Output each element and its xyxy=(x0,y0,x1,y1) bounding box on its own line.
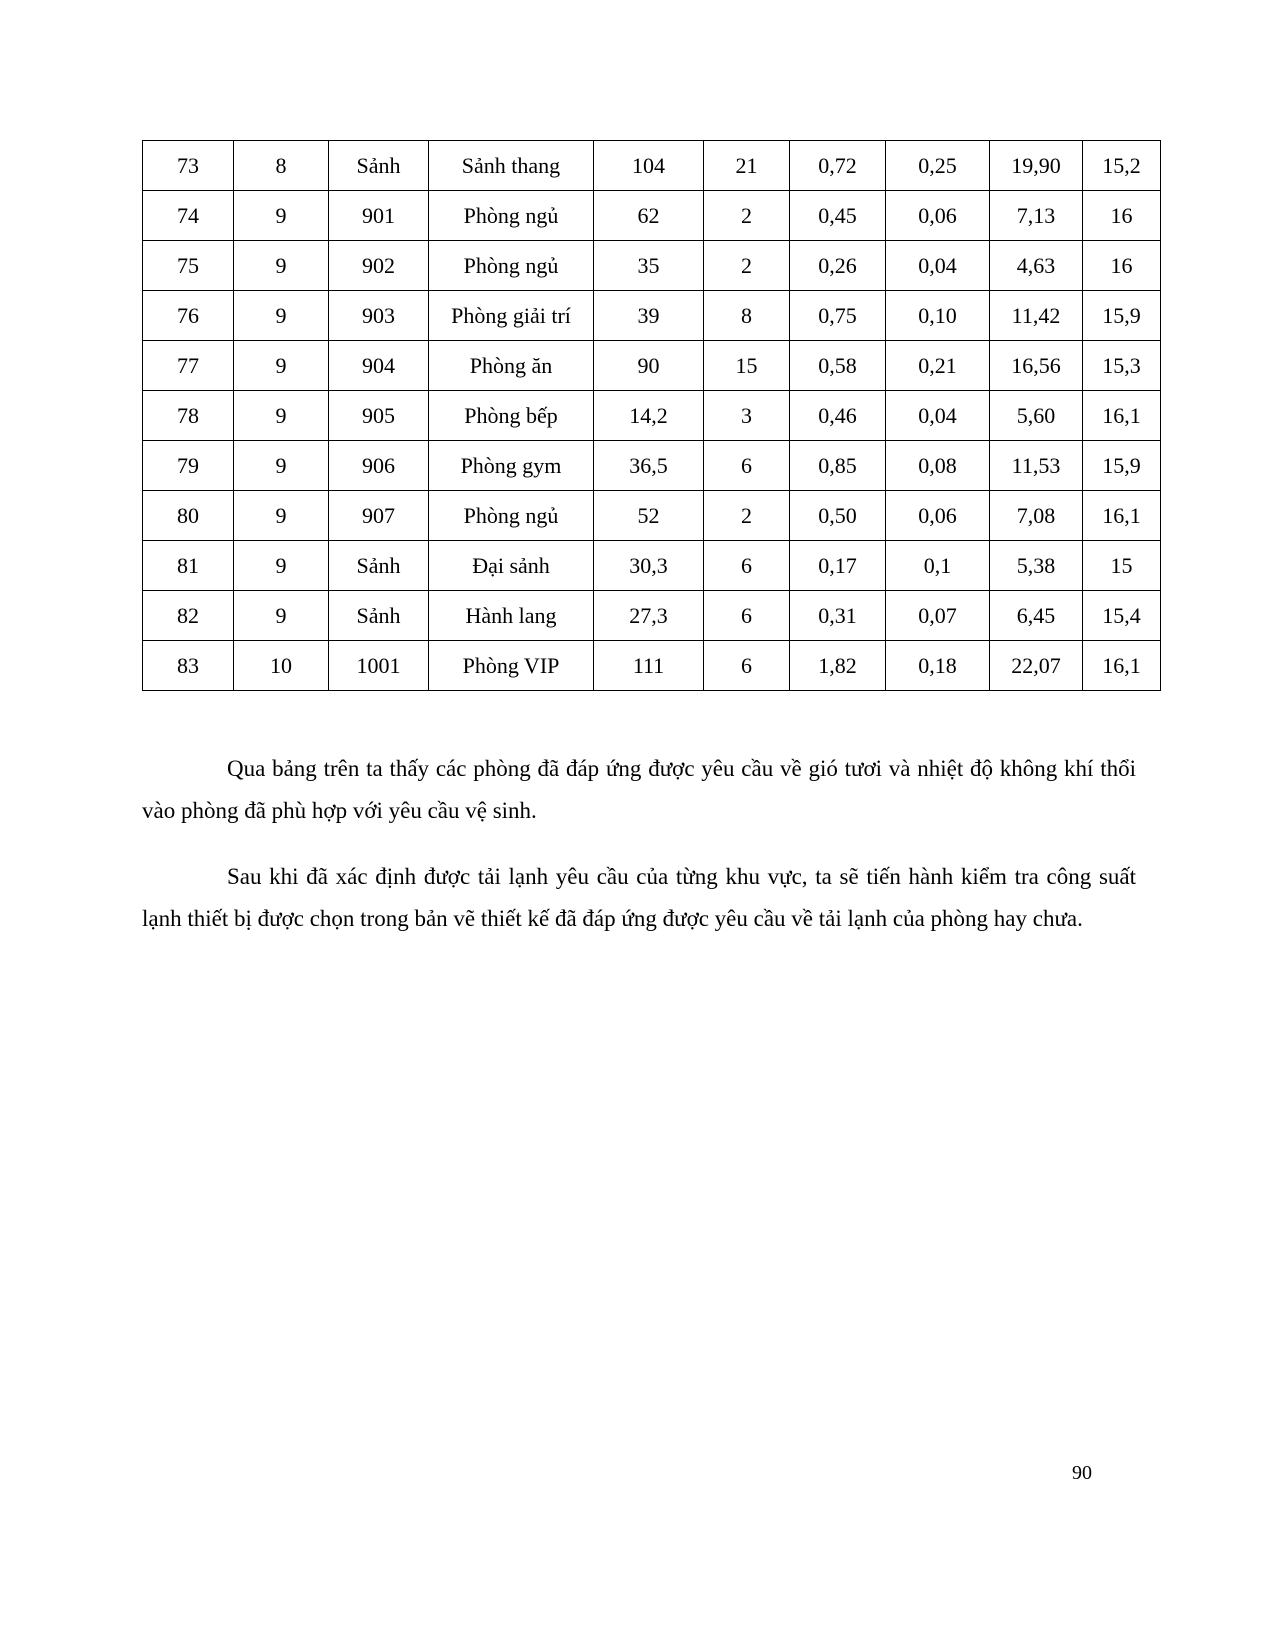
table-cell: 907 xyxy=(329,491,429,541)
table-cell: 0,45 xyxy=(790,191,886,241)
table-cell: 0,06 xyxy=(886,491,990,541)
table-cell: 3 xyxy=(704,391,790,441)
table-cell: 0,18 xyxy=(886,641,990,691)
table-cell: 7,13 xyxy=(990,191,1083,241)
table-cell: 9 xyxy=(234,441,329,491)
table-row xyxy=(143,191,1161,241)
table-cell: 79 xyxy=(143,441,234,491)
table-cell: 16,1 xyxy=(1083,391,1161,441)
table-cell: 6 xyxy=(704,541,790,591)
table-row xyxy=(143,591,1161,641)
table-cell: 5,38 xyxy=(990,541,1083,591)
table-cell: 16,1 xyxy=(1083,641,1161,691)
table-cell: 2 xyxy=(704,491,790,541)
table-cell: Sảnh xyxy=(329,591,429,641)
table-cell: 6 xyxy=(704,591,790,641)
table-cell: 76 xyxy=(143,291,234,341)
table-cell: 39 xyxy=(594,291,704,341)
table-row xyxy=(143,541,1161,591)
table-cell: 9 xyxy=(234,491,329,541)
table-row xyxy=(143,391,1161,441)
table-cell: 15,2 xyxy=(1083,141,1161,191)
table-cell: 75 xyxy=(143,241,234,291)
table-cell: 82 xyxy=(143,591,234,641)
page-number: 90 xyxy=(1072,1462,1092,1484)
table-cell: 9 xyxy=(234,391,329,441)
table-cell: 52 xyxy=(594,491,704,541)
table-cell: 11,42 xyxy=(990,291,1083,341)
table-row xyxy=(143,141,1161,191)
table-cell: 0,07 xyxy=(886,591,990,641)
table-cell: 16,1 xyxy=(1083,491,1161,541)
table-cell: 2 xyxy=(704,191,790,241)
table-row xyxy=(143,241,1161,291)
table-cell: 1,82 xyxy=(790,641,886,691)
table-cell: 8 xyxy=(234,141,329,191)
table-cell: 27,3 xyxy=(594,591,704,641)
table-cell: 0,25 xyxy=(886,141,990,191)
table-cell: 73 xyxy=(143,141,234,191)
table-cell: Đại sảnh xyxy=(429,541,594,591)
table-cell: Phòng gym xyxy=(429,441,594,491)
table-cell: 7,08 xyxy=(990,491,1083,541)
table-cell: 0,04 xyxy=(886,391,990,441)
table-cell: 0,1 xyxy=(886,541,990,591)
table-cell: Hành lang xyxy=(429,591,594,641)
table-cell: Phòng ngủ xyxy=(429,491,594,541)
table-cell: 77 xyxy=(143,341,234,391)
table-cell: 9 xyxy=(234,591,329,641)
table-cell: 0,06 xyxy=(886,191,990,241)
table-cell: 16,56 xyxy=(990,341,1083,391)
table-cell: 0,21 xyxy=(886,341,990,391)
table-cell: 14,2 xyxy=(594,391,704,441)
table-cell: 0,26 xyxy=(790,241,886,291)
table-cell: 81 xyxy=(143,541,234,591)
table-cell: 0,17 xyxy=(790,541,886,591)
paragraph-next-step-check: Sau khi đã xác định được tải lạnh yêu cầu của từng khu vực, ta sẽ tiến hành kiểm tra công suất lạnh thiết bị được chọn trong bản vẽ thiết kế đã đáp ứng được yêu cầu về tải lạnh của phòng hay chưa. xyxy=(142,864,1136,931)
table-cell: 15,9 xyxy=(1083,441,1161,491)
table-cell: 2 xyxy=(704,241,790,291)
table-cell: 111 xyxy=(594,641,704,691)
table-cell: Sảnh xyxy=(329,141,429,191)
table-cell: 30,3 xyxy=(594,541,704,591)
table-cell: 905 xyxy=(329,391,429,441)
table-row xyxy=(143,441,1161,491)
table-cell: 0,08 xyxy=(886,441,990,491)
table-cell: 15 xyxy=(1083,541,1161,591)
table-cell: 6 xyxy=(704,441,790,491)
paragraph-conclusion-fresh-air: Qua bảng trên ta thấy các phòng đã đáp ứng được yêu cầu về gió tươi và nhiệt độ không khí thổi vào phòng đã phù hợp với yêu cầu vệ sinh. xyxy=(142,756,1136,823)
table-cell: 0,46 xyxy=(790,391,886,441)
table-cell: 80 xyxy=(143,491,234,541)
table-cell: 9 xyxy=(234,191,329,241)
table-cell: 9 xyxy=(234,541,329,591)
table-cell: Sảnh xyxy=(329,541,429,591)
table-cell: Phòng ngủ xyxy=(429,191,594,241)
table-cell: 6,45 xyxy=(990,591,1083,641)
table-cell: Sảnh thang xyxy=(429,141,594,191)
table-cell: Phòng giải trí xyxy=(429,291,594,341)
table-cell: 904 xyxy=(329,341,429,391)
table-cell: 62 xyxy=(594,191,704,241)
table-cell: 9 xyxy=(234,241,329,291)
table-cell: 0,58 xyxy=(790,341,886,391)
table-cell: 10 xyxy=(234,641,329,691)
table-cell: 11,53 xyxy=(990,441,1083,491)
table-cell: 36,5 xyxy=(594,441,704,491)
table-cell: 0,10 xyxy=(886,291,990,341)
table-cell: 15,9 xyxy=(1083,291,1161,341)
table-cell: 78 xyxy=(143,391,234,441)
table-cell: 19,90 xyxy=(990,141,1083,191)
table-row xyxy=(143,491,1161,541)
table-cell: 8 xyxy=(704,291,790,341)
table-cell: 0,72 xyxy=(790,141,886,191)
table-cell: 16 xyxy=(1083,191,1161,241)
table-row xyxy=(143,291,1161,341)
table-cell: 90 xyxy=(594,341,704,391)
table-cell: 0,75 xyxy=(790,291,886,341)
table-cell: Phòng ăn xyxy=(429,341,594,391)
table-row xyxy=(143,341,1161,391)
table-row xyxy=(143,641,1161,691)
table-cell: 0,04 xyxy=(886,241,990,291)
table-cell: 9 xyxy=(234,291,329,341)
load-table-body xyxy=(143,141,1161,691)
table-cell: 15,3 xyxy=(1083,341,1161,391)
table-cell: Phòng VIP xyxy=(429,641,594,691)
table-cell: 21 xyxy=(704,141,790,191)
table-cell: 0,85 xyxy=(790,441,886,491)
table-cell: 0,31 xyxy=(790,591,886,641)
table-cell: Phòng bếp xyxy=(429,391,594,441)
table-cell: 83 xyxy=(143,641,234,691)
table-cell: 22,07 xyxy=(990,641,1083,691)
load-calculation-table xyxy=(142,140,1161,691)
table-cell: Phòng ngủ xyxy=(429,241,594,291)
table-cell: 15,4 xyxy=(1083,591,1161,641)
table-cell: 1001 xyxy=(329,641,429,691)
table-cell: 35 xyxy=(594,241,704,291)
body-text-block xyxy=(142,748,1136,964)
table-cell: 906 xyxy=(329,441,429,491)
table-cell: 903 xyxy=(329,291,429,341)
table-cell: 9 xyxy=(234,341,329,391)
table-cell: 901 xyxy=(329,191,429,241)
table-cell: 0,50 xyxy=(790,491,886,541)
table-cell: 4,63 xyxy=(990,241,1083,291)
table-cell: 104 xyxy=(594,141,704,191)
table-cell: 6 xyxy=(704,641,790,691)
table-cell: 15 xyxy=(704,341,790,391)
table-cell: 74 xyxy=(143,191,234,241)
table-cell: 902 xyxy=(329,241,429,291)
table-cell: 5,60 xyxy=(990,391,1083,441)
table-cell: 16 xyxy=(1083,241,1161,291)
